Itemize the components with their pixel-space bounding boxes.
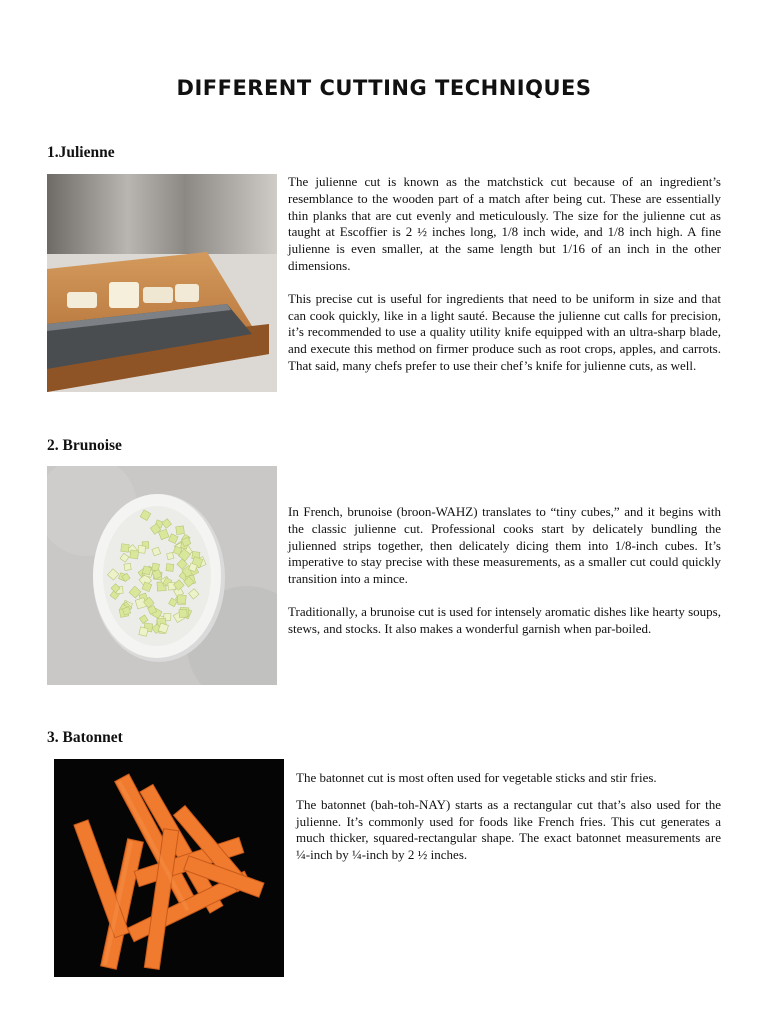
paragraph: The batonnet (bah-toh-NAY) starts as a rectangular cut that’s also used for the julienne. It’s commonly used for foods like French fries. This cut generates a much thicker, squared-rectangular shape. The exact batonnet measurements are ¼-inch by ¼-inch by 2 ½ inches. bbox=[296, 796, 721, 863]
paragraph: In French, brunoise (broon-WAHZ) translates to “tiny cubes,” and it begins with the classic julienne cut. Professional cooks start by delicately bundling the julienned strips together, then delicately dicing them into 1/8-inch cubes. It’s imperative to stay precise with these measurements, as a smaller cut could quickly transition into a mince. bbox=[288, 504, 721, 587]
julienne-photo bbox=[47, 174, 277, 392]
document-title: DIFFERENT CUTTING TECHNIQUES bbox=[176, 76, 592, 100]
paragraph: Traditionally, a brunoise cut is used for intensely aromatic dishes like hearty soups, stews, and stocks. It also makes a wonderful garnish when par-boiled. bbox=[288, 603, 721, 636]
section-julienne bbox=[47, 174, 721, 396]
section-brunoise bbox=[47, 466, 721, 689]
section-heading-brunoise: 2. Brunoise bbox=[47, 437, 122, 454]
brunoise-photo bbox=[47, 466, 277, 685]
section-heading-julienne: 1.Julienne bbox=[47, 144, 115, 161]
paragraph: The julienne cut is known as the matchstick cut because of an ingredient’s resemblance to the wooden part of a match after being cut. These are essentially thin planks that are cut evenly and meticulously. The size for the julienne cut as taught at Escoffier is 2 ½ inches long, 1/8 inch wide, and 1/8 inch high. A fine julienne is even smaller, at the same length but 1/16 of an inch in the other dimensions. bbox=[288, 174, 721, 273]
section-batonnet bbox=[54, 759, 721, 981]
paragraph: This precise cut is useful for ingredients that need to be uniform in size and that can cook quickly, like in a light sauté. Because the julienne cut calls for precision, it’s recommended to use a quality utility knife equipped with an ultra-sharp blade, and execute this method on firmer produce such as root crops, apples, and carrots. That said, many chefs prefer to use their chef’s knife for julienne cuts, as well. bbox=[288, 290, 721, 373]
paragraph: The batonnet cut is most often used for vegetable sticks and stir fries. bbox=[296, 770, 657, 785]
section-heading-batonnet: 3. Batonnet bbox=[47, 729, 123, 746]
batonnet-photo bbox=[54, 759, 284, 977]
